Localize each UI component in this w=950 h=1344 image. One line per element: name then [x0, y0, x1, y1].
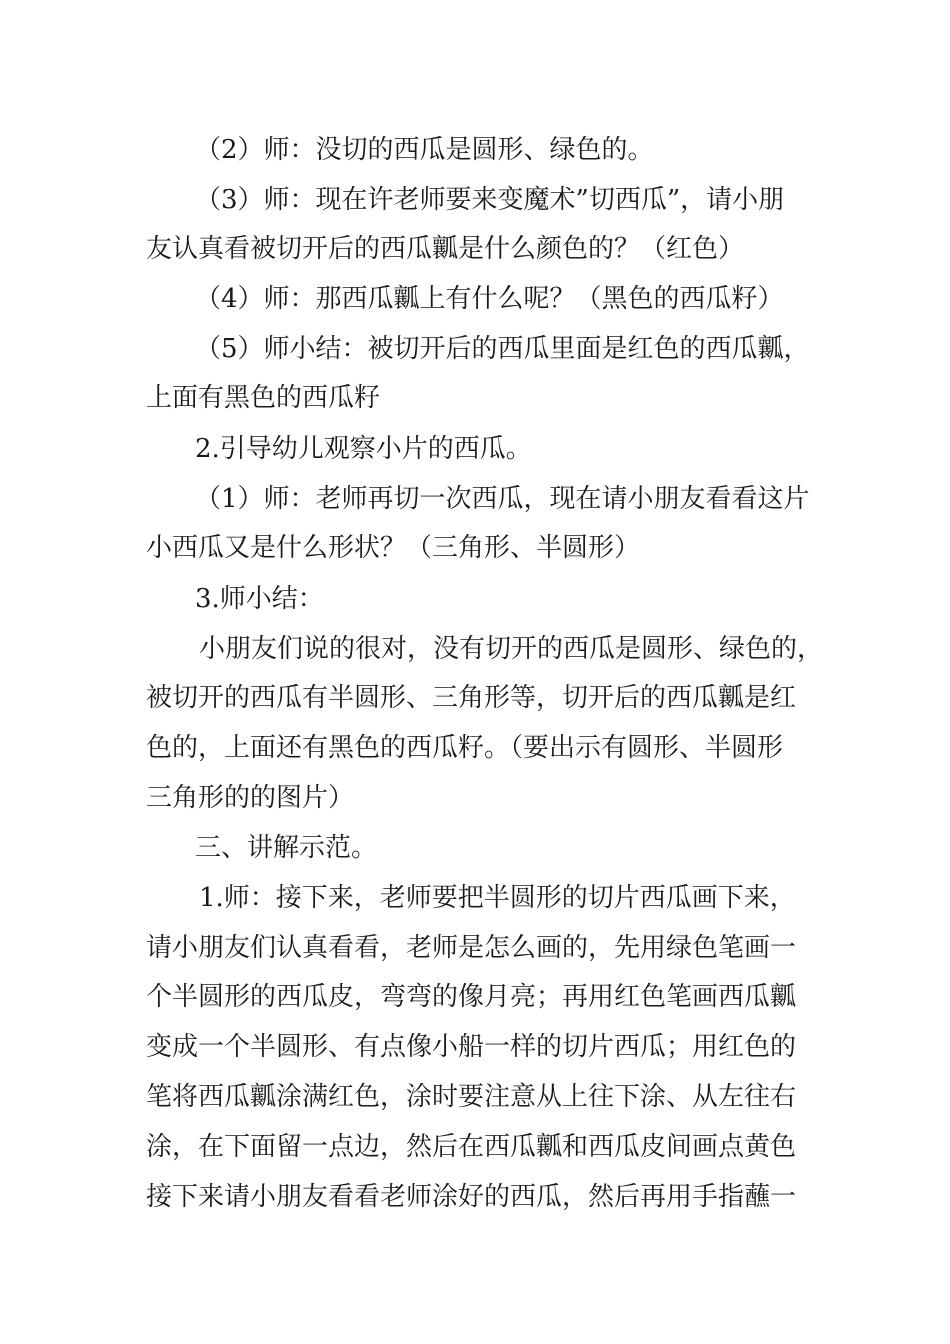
paragraph-line: （5）师小结：被切开后的西瓜里面是红色的西瓜瓤， — [195, 334, 810, 364]
paragraph-line: 涂，在下面留一点边，然后在西瓜瓤和西瓜皮间画点黄色 — [146, 1132, 797, 1162]
paragraph-line: 个半圆形的西瓜皮，弯弯的像月亮；再用红色笔画西瓜瓤 — [146, 982, 797, 1012]
paragraph-line: 友认真看被切开后的西瓜瓤是什么颜色的？（红色） — [146, 234, 745, 264]
paragraph-line: 变成一个半圆形、有点像小船一样的切片西瓜；用红色的 — [146, 1032, 797, 1062]
paragraph-line: 色的，上面还有黑色的西瓜籽。（要出示有圆形、半圆形 — [146, 733, 784, 763]
section-heading: 三、讲解示范。 — [195, 833, 378, 863]
paragraph-line: （2）师：没切的西瓜是圆形、绿色的。 — [195, 135, 654, 165]
paragraph-line: 小西瓜又是什么形状？（三角形、半圆形） — [146, 533, 641, 563]
paragraph-line: 3.师小结： — [195, 584, 324, 614]
paragraph-line: 2.引导幼儿观察小片的西瓜。 — [195, 434, 532, 464]
paragraph-line: （4）师：那西瓜瓤上有什么呢？（黑色的西瓜籽） — [195, 284, 784, 314]
paragraph-line: 三角形的的图片） — [146, 783, 355, 813]
paragraph-line: （1）师：老师再切一次西瓜，现在请小朋友看看这片 — [195, 484, 810, 514]
paragraph-line: 1.师：接下来，老师要把半圆形的切片西瓜画下来， — [199, 883, 796, 913]
paragraph-line: 笔将西瓜瓤涂满红色，涂时要注意从上往下涂、从左往右 — [146, 1082, 797, 1112]
paragraph-line: （3）师：现在许老师要来变魔术”切西瓜”，请小朋 — [195, 185, 785, 215]
paragraph-line: 上面有黑色的西瓜籽 — [146, 383, 381, 413]
paragraph-line: 小朋友们说的很对，没有切开的西瓜是圆形、绿色的， — [199, 634, 824, 664]
paragraph-line: 被切开的西瓜有半圆形、三角形等，切开后的西瓜瓤是红 — [146, 683, 797, 713]
paragraph-line: 请小朋友们认真看看，老师是怎么画的，先用绿色笔画一 — [146, 933, 797, 963]
paragraph-line: 接下来请小朋友看看老师涂好的西瓜，然后再用手指蘸一 — [146, 1182, 797, 1212]
